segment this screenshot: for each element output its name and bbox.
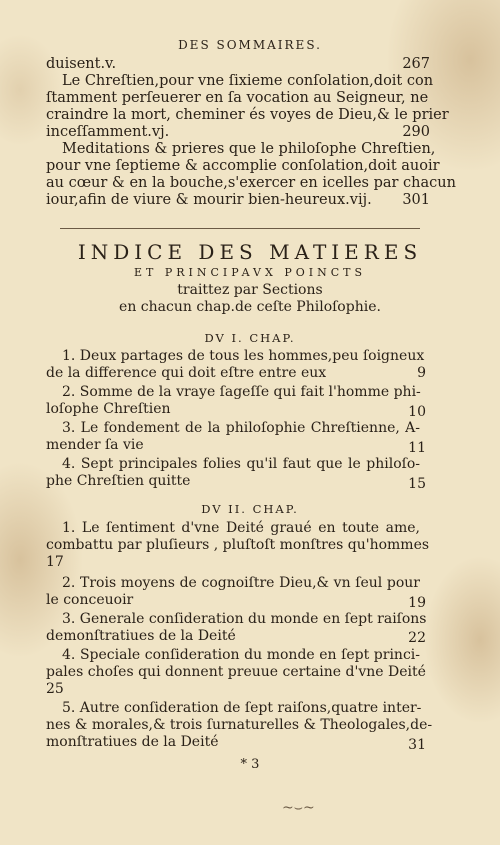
summary-line [46, 192, 430, 209]
index-entry [46, 348, 426, 382]
entry-line: 4. Speciale conſideration du monde en ſept princi- [62, 647, 420, 663]
summary-line-text: iour,afin de viure & mourir bien-heureux.vij. [46, 192, 372, 208]
index-entry [46, 647, 426, 698]
divider-rule [60, 228, 420, 229]
index-entry [46, 611, 427, 646]
entry-line: mender ſa vie [46, 437, 144, 453]
summary-line [46, 56, 430, 73]
entry-line: 2. Somme de la vraye ſageſſe qui fait l'homme phi- [62, 384, 421, 400]
page-number: 31 [408, 737, 426, 753]
summary-line-text: inceſſamment.vj. [46, 124, 170, 140]
entry-line: nes & morales,& trois ſurnaturelles & Theologales,de- [46, 717, 433, 733]
index-subtitle: traittez par Sections [177, 282, 323, 298]
page-number: 9 [417, 365, 426, 381]
page-number: 19 [408, 595, 426, 611]
summary-line: Le Chreſtien,pour vne ſixieme conſolation,doit con [62, 73, 434, 89]
entry-line: 5. Autre conſideration de ſept raiſons,quatre inter- [62, 700, 422, 716]
index-entry [46, 700, 433, 753]
index-title: INDICE DES MATIERES [77, 240, 423, 264]
page-number: 11 [408, 440, 426, 456]
entry-line: loſophe Chreſtien [46, 401, 171, 417]
entry-line: 17 [46, 554, 64, 570]
entry-line: 2. Trois moyens de cognoiſtre Dieu,& vn ſeul pour [62, 575, 420, 591]
index-subtitle: en chacun chap.de ceſte Philoſophie. [119, 299, 381, 315]
summary-text [46, 56, 456, 209]
entry-line: le conceuoir [46, 592, 134, 608]
entry-line: pales choſes qui donnent preuue certaine d'vne Deité [46, 664, 426, 680]
flourish-ornament: ~⌣~ [282, 800, 315, 816]
index-entry [46, 456, 426, 492]
summary-line: pour vne ſeptieme & accomplie conſolation,doit auoir [46, 158, 440, 174]
page-number: 22 [408, 630, 426, 646]
entry-line: demonſtratiues de la Deité [46, 628, 236, 644]
summary-line [46, 124, 430, 141]
page-number: 10 [408, 404, 426, 420]
page-number: 290 [402, 124, 430, 140]
page-number: 267 [402, 56, 430, 72]
running-head: DES SOMMAIRES. [178, 38, 322, 52]
summary-line: Meditations & prieres que le philoſophe Chreſtien, [62, 141, 436, 157]
signature-mark: * 3 [240, 757, 260, 772]
entry-line: 3. Generale conſideration du monde en ſept raiſons [62, 611, 427, 627]
summary-line: craindre la mort, cheminer és voyes de Dieu,& le prier [46, 107, 449, 123]
entry-line: 1. Deux partages de tous les hommes,peu ſoigneux [62, 348, 425, 364]
entry-line: 3. Le fondement de la philoſophie Chreſtienne, A- [62, 420, 420, 436]
index-entry [46, 420, 426, 456]
entry-line: combattu par pluſieurs , pluſtoſt monſtres qu'hommes [46, 537, 430, 553]
index-entry [46, 575, 426, 611]
summary-line: au cœur & en la bouche,s'exercer en icelles par chacun [46, 175, 456, 191]
entry-line: de la difference qui doit eſtre entre eux [46, 365, 327, 381]
summary-line-text: duisent.v. [46, 56, 117, 72]
index-subtitle: ET PRINCIPAVX POINCTS [133, 266, 367, 279]
entry-line: monſtratiues de la Deité [46, 734, 219, 750]
entry-line: 1. Le ſentiment d'vne Deité graué en toute ame, [62, 520, 420, 536]
chapter-heading: DV I. CHAP. [204, 331, 296, 345]
entry-line: 4. Sept principales folies qu'il faut que le philoſo- [62, 456, 420, 472]
chapter-heading: DV II. CHAP. [201, 502, 299, 516]
entry-line: 25 [46, 681, 64, 697]
index-entry [46, 520, 430, 571]
index-entry [46, 384, 426, 420]
summary-line: ſtamment perſeuerer en ſa vocation au Seigneur, ne [46, 90, 429, 106]
page-number: 15 [408, 476, 426, 492]
entry-line: phe Chreſtien quitte [46, 473, 191, 489]
page-number: 301 [402, 192, 430, 208]
